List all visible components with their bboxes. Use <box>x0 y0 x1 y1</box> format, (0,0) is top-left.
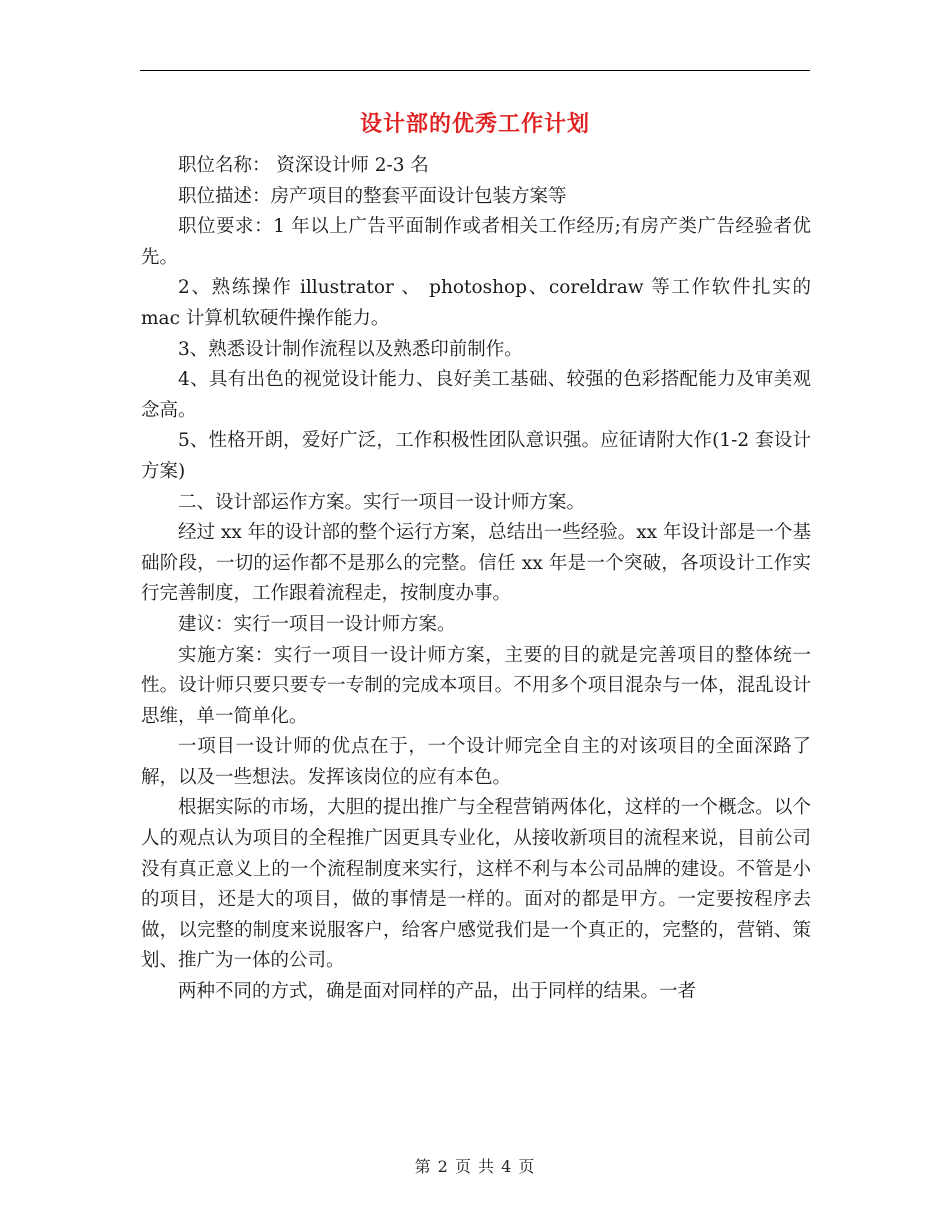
paragraph: 4、具有出色的视觉设计能力、良好美工基础、较强的色彩搭配能力及审美观念高。 <box>141 369 811 421</box>
paragraph: 一项目一设计师的优点在于，一个设计师完全自主的对该项目的全面深路了解，以及一些想法。发挥该岗位的应有本色。 <box>141 736 811 788</box>
paragraph: 5、性格开朗，爱好广泛，工作积极性团队意识强。应征请附大作(1-2 套设计方案) <box>141 430 811 482</box>
paragraph: 职位要求：1 年以上广告平面制作或者相关工作经历;有房产类广告经验者优先。 <box>141 216 811 268</box>
paragraph: 实施方案：实行一项目一设计师方案，主要的目的就是完善项目的整体统一性。设计师只要只要专一专制的完成本项目。不用多个项目混杂与一体，混乱设计思维，单一简单化。 <box>141 644 811 727</box>
paragraph: 建议：实行一项目一设计师方案。 <box>178 613 456 635</box>
header-rule <box>140 70 810 71</box>
paragraph: 3、熟悉设计制作流程以及熟悉印前制作。 <box>178 338 523 360</box>
paragraph: 根据实际的市场，大胆的提出推广与全程营销两体化，这样的一个概念。以个人的观点认为项目的全程推广因更具专业化，从接收新项目的流程来说，目前公司没有真正意义上的一个流程制度来实行，这样不利与本公司品牌的建设。不管是小的项目，还是大的项目，做的事情是一样的。面对的都是甲方。一定要按程序去做，以完整的制度来说服客户，给客户感觉我们是一个真正的，完整的，营销、策划、推广为一体的公司。 <box>141 797 811 972</box>
paragraph: 职位描述：房产项目的整套平面设计包装方案等 <box>178 185 567 207</box>
document-body <box>141 151 811 1008</box>
document-title: 设计部的优秀工作计划 <box>359 111 590 137</box>
paragraph: 2、熟练操作 illustrator 、 photoshop、coreldraw 等工作软件扎实的 mac 计算机软硬件操作能力。 <box>141 277 811 329</box>
paragraph: 两种不同的方式，确是面对同样的产品，出于同样的结果。一者 <box>178 981 697 1003</box>
paragraph: 二、设计部运作方案。实行一项目一设计师方案。 <box>178 491 586 513</box>
page-footer: 第 2 页 共 4 页 <box>414 1157 536 1176</box>
paragraph: 经过 xx 年的设计部的整个运行方案，总结出一些经验。xx 年设计部是一个基础阶段，一切的运作都不是那么的完整。信任 xx 年是一个突破，各项设计工作实行完善制度，工作跟着流程走，按制度办事。 <box>141 522 811 605</box>
paragraph: 职位名称： 资深设计师 2-3 名 <box>178 155 429 176</box>
